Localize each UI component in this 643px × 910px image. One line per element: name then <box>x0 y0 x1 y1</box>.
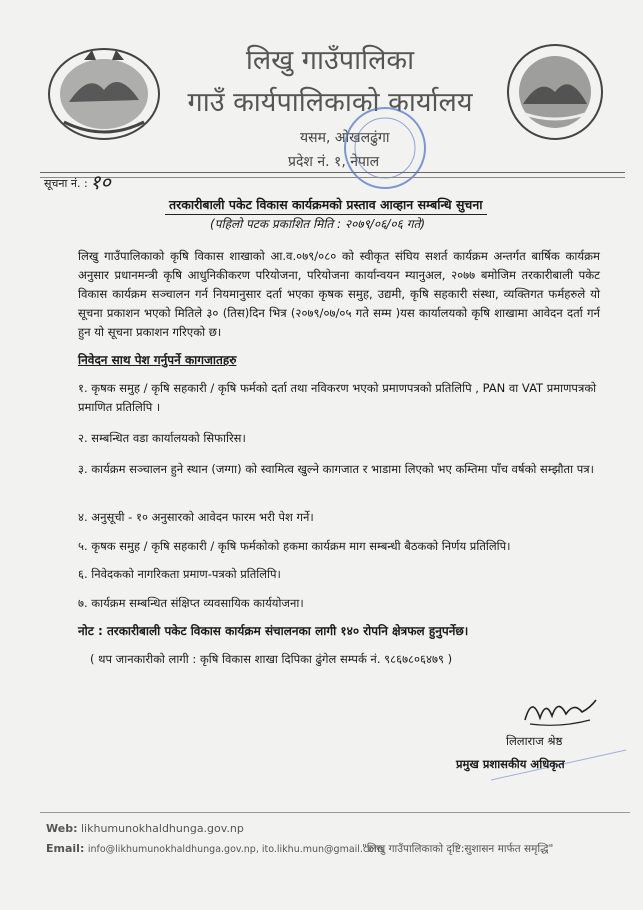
email-address[interactable]: info@likhumunokhaldhunga.gov.np, ito.likhu.mun@gmail.com <box>87 844 384 855</box>
signatory-title: प्रमुख प्रशासकीय अधिकृत <box>456 757 565 771</box>
document-item: ७. कार्यक्रम सम्बन्धित संक्षिप्त व्यवसायिक कार्ययोजना। <box>78 596 304 610</box>
published-date: (पहिलो पटक प्रकाशित मिति : २०७९/०६/०६ गते) <box>210 217 426 231</box>
email-label: Email: <box>46 842 85 855</box>
documents-heading: निवेदन साथ पेश गर्नुपर्ने कागजातहरु <box>78 353 237 367</box>
office-title-line1: लिखु गाउँपालिका <box>245 45 415 76</box>
footer-slogan: "लिखु गाउँपालिकाको दृष्टि:सुशासन मार्फत समृद्धि" <box>362 843 554 855</box>
office-round-stamp <box>330 100 440 200</box>
document-item: ६. निवेदकको नागरिकता प्रमाण-पत्रको प्रतिलिपि। <box>78 567 281 581</box>
document-item: ३. कार्यक्रम सञ्चालन हुने स्थान (जग्गा) को स्वामित्व खुल्ने कागजात र भाडामा लिएको भए कम्तिमा पाँच वर्षको सम्झौता पत्र। <box>78 462 594 476</box>
footer-rule <box>40 812 630 813</box>
municipality-seal <box>505 42 605 142</box>
notice-number: १० <box>90 170 111 194</box>
footer-web <box>46 822 244 835</box>
header-rule-thin <box>40 177 625 178</box>
handwritten-signature <box>520 690 600 730</box>
website-link[interactable]: likhumunokhaldhunga.gov.np <box>80 822 244 835</box>
header-rule <box>40 172 625 173</box>
web-label: Web: <box>46 822 78 835</box>
document-item: १. कृषक समुह / कृषि सहकारी / कृषि फर्मको दर्ता तथा नविकरण भएको प्रमाणपत्रको प्रतिलिपि , PAN वा VAT प्रमाणपत्रको प्रमाणित प्रतिलिपि । <box>78 381 597 414</box>
document-item: ५. कृषक समुह / कृषि सहकारी / कृषि फर्मकोको हकमा कार्यक्रम माग सम्बन्धी बैठकको निर्णय प्रतिलिपि। <box>78 539 511 553</box>
document-item: ४. अनुसूची - १० अनुसारको आवेदन फारम भरी पेश गर्ने। <box>78 510 314 524</box>
document-item: २. सम्बन्धित वडा कार्यालयको सिफारिस। <box>78 431 246 445</box>
office-title-line2: गाउँ कार्यपालिकाको कार्यालय <box>187 87 473 118</box>
notice-number-label: सूचना नं. : <box>44 177 88 190</box>
contact-info: ( थप जानकारीको लागी : कृषि विकास शाखा दिपिका ढुंगेल सम्पर्क नं. ९८६७८०६४७९ ) <box>90 652 453 666</box>
notice-subject: तरकारीबाली पकेट विकास कार्यक्रमको प्रस्ताव आव्हान सम्बन्धि सुचना <box>165 195 487 215</box>
address-line2: प्रदेश नं. १, नेपाल <box>288 154 380 170</box>
note-text: नोट : तरकारीबाली पकेट विकास कार्यक्रम संचालनका लागी १४० रोपनि क्षेत्रफल हुनुपर्नेछ। <box>78 624 469 638</box>
signatory-name: लिलाराज श्रेष्ठ <box>506 734 563 748</box>
address-line1: यसम, ओखलढुंगा <box>300 130 390 146</box>
body-paragraph: लिखु गाउँपालिकाको कृषि विकास शाखाको आ.व.०७९/०८० को स्वीकृत संघिय सशर्त कार्यक्रम अन्तर्गत बार्षिक कार्यक्रम अनुसार प्रधानमन्त्री कृषि आधुनिकीकरण परियोजना, परियोजना कार्यान्वयन म्यानुअल, २०७७ बमोजिम तरकारीबाली पकेट विकास कार्यक्रम सञ्चालन गर्न नियमानुसार दर्ता भएका कृषक समुह, उद्यमी, कृषि सहकारी संस्था, व्यक्तिगत फर्महरुले यो सूचना प्रकाशन भएको मितिले ३० (तिस)दिन भित्र (२०७९/०७/०५ गते सम्म )यस कार्यालयको कृषि शाखामा आवेदन दर्ता गर्न हुन यो सूचना प्रकाशन गरिएको छ। <box>78 249 600 339</box>
footer-email <box>46 842 383 855</box>
nepal-government-emblem <box>44 42 164 142</box>
